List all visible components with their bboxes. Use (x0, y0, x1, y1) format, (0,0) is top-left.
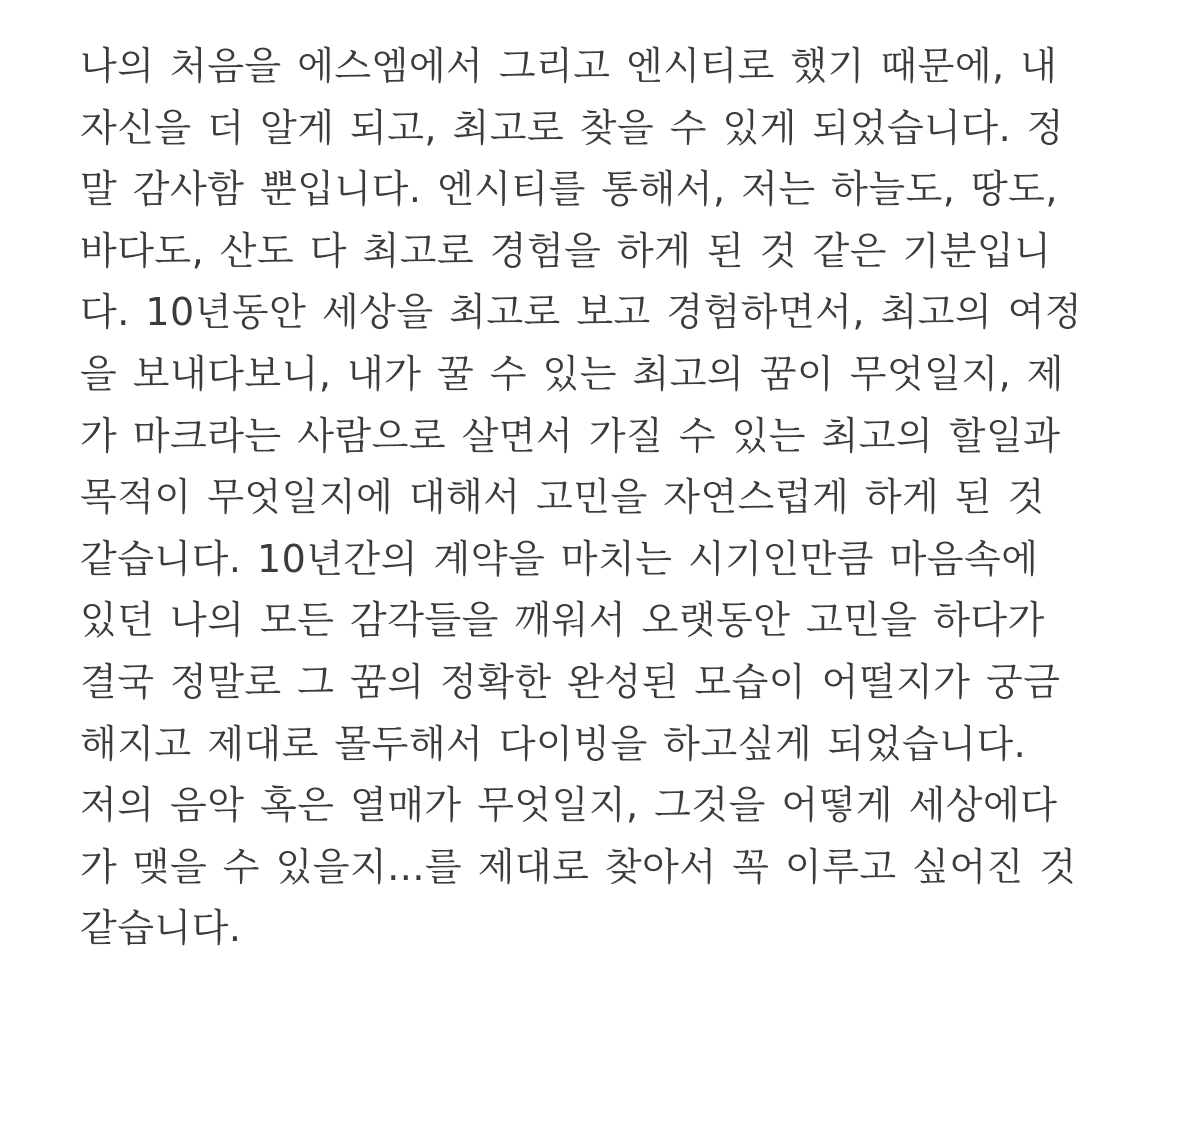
text-line: 결국 정말로 그 꿈의 정확한 완성된 모습이 어떨지가 궁금 (80, 659, 1061, 704)
text-line: 자신을 더 알게 되고, 최고로 찾을 수 있게 되었습니다. 정 (80, 105, 1064, 150)
text-line: 해지고 제대로 몰두해서 다이빙을 하고싶게 되었습니다. (80, 721, 1027, 766)
text-line: 가 맺을 수 있을지...를 제대로 찾아서 꼭 이루고 싶어진 것 (80, 844, 1077, 889)
text-line: 바다도, 산도 다 최고로 경험을 하게 된 것 같은 기분입니 (80, 228, 1052, 273)
text-line: 있던 나의 모든 감각들을 깨워서 오랫동안 고민을 하다가 (80, 598, 1045, 643)
text-line: 가 마크라는 사람으로 살면서 가질 수 있는 최고의 할일과 (80, 413, 1061, 458)
text-line: 목적이 무엇일지에 대해서 고민을 자연스럽게 하게 된 것 (80, 475, 1045, 520)
text-line: 말 감사함 뿐입니다. 엔시티를 통해서, 저는 하늘도, 땅도, (80, 167, 1058, 212)
text-line: 다. 10년동안 세상을 최고로 보고 경험하면서, 최고의 여정 (80, 290, 1083, 335)
letter-text-block (80, 36, 1160, 960)
text-line: 을 보내다보니, 내가 꿀 수 있는 최고의 꿈이 무엇일지, 제 (80, 351, 1064, 396)
text-line: 같습니다. 10년간의 계약을 마치는 시기인만큼 마음속에 (80, 536, 1039, 581)
text-line: 저의 음악 혹은 열매가 무엇일지, 그것을 어떻게 세상에다 (80, 783, 1058, 828)
text-line: 나의 처음을 에스엠에서 그리고 엔시티로 했기 때문에, 내 (80, 44, 1058, 88)
text-line: 같습니다. (80, 906, 242, 951)
